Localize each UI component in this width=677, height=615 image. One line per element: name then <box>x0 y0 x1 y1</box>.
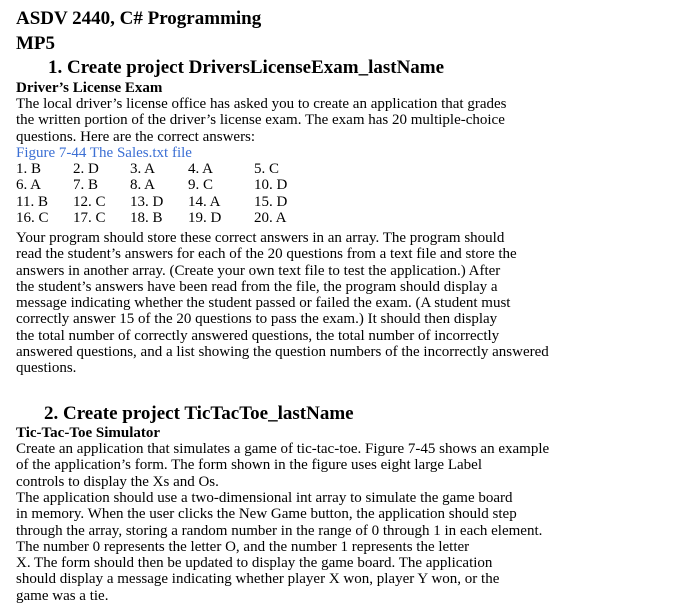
section1-body <box>16 230 549 377</box>
assignment-label: MP5 <box>16 33 56 54</box>
answer-cell: 10. D <box>254 177 288 194</box>
text-line: answers in another array. (Create your own text file to test the application.) After <box>16 262 501 279</box>
answer-cell: 19. D <box>188 209 222 226</box>
section2-body <box>16 490 542 604</box>
text-line: controls to display the Xs and Os. <box>16 473 219 490</box>
text-line: game was a tie. <box>16 587 109 604</box>
text-line: questions. <box>16 360 77 377</box>
text-line: the total number of correctly answered questions, the total number of incorrectly <box>16 327 500 344</box>
text-line: Your program should store these correct answers in an array. The program should <box>16 230 505 246</box>
table-row <box>16 210 314 226</box>
figure-caption: Figure 7-44 The Sales.txt file <box>16 145 192 161</box>
text-line: should display a message indicating whether player X won, player Y won, or the <box>16 571 500 588</box>
answer-cell: 1. B <box>16 161 42 177</box>
text-line: The number 0 represents the letter O, and the number 1 represents the letter <box>16 538 470 555</box>
table-row <box>16 194 314 210</box>
text-line: X. The form should then be updated to display the game board. The application <box>16 555 493 572</box>
answer-cell: 8. A <box>130 177 156 194</box>
answer-cell: 7. B <box>73 177 99 194</box>
text-line: Create an application that simulates a game of tic-tac-toe. Figure 7-45 shows an example <box>16 441 550 457</box>
text-line: The application should use a two-dimensional int array to simulate the game board <box>16 490 513 506</box>
section2-heading: 2. Create project TicTacToe_lastName <box>44 403 354 424</box>
answer-cell: 2. D <box>73 161 99 177</box>
table-row <box>16 177 314 193</box>
section2-subheading: Tic-Tac-Toe Simulator <box>16 425 161 441</box>
table-row <box>16 161 314 177</box>
text-line: message indicating whether the student passed or failed the exam. (A student must <box>16 295 511 312</box>
answer-cell: 17. C <box>73 209 106 226</box>
answer-key-table <box>16 161 314 226</box>
answer-cell: 6. A <box>16 177 42 194</box>
answer-cell: 3. A <box>130 161 156 177</box>
answer-cell: 4. A <box>188 161 214 177</box>
text-line: answered questions, and a list showing the question numbers of the incorrectly answered <box>16 344 549 361</box>
answer-cell: 16. C <box>16 209 49 226</box>
section1-heading: 1. Create project DriversLicenseExam_lastName <box>48 57 445 78</box>
text-line: The local driver’s license office has asked you to create an application that grades <box>16 96 507 112</box>
section2-intro <box>16 441 549 490</box>
answer-cell: 9. C <box>188 177 214 194</box>
text-line: read the student’s answers for each of the 20 questions from a text file and store the <box>16 246 517 263</box>
text-line: in memory. When the user clicks the New Game button, the application should step <box>16 506 517 523</box>
answer-cell: 14. A <box>188 193 221 210</box>
answer-cell: 13. D <box>130 193 164 210</box>
answer-cell: 15. D <box>254 193 288 210</box>
text-line: of the application’s form. The form shown in the figure uses eight large Label <box>16 457 482 474</box>
answer-cell: 5. C <box>254 161 280 177</box>
text-line: through the array, storing a random number in the range of 0 through 1 in each element. <box>16 522 543 539</box>
answer-cell: 20. A <box>254 209 287 226</box>
text-line: the student’s answers have been read from the file, the program should display a <box>16 278 498 295</box>
answer-cell: 18. B <box>130 209 163 226</box>
answer-cell: 12. C <box>73 193 106 210</box>
text-line: correctly answer 15 of the 20 questions to pass the exam.) It should then display <box>16 311 498 328</box>
text-line: the written portion of the driver’s license exam. The exam has 20 multiple-choice <box>16 112 505 129</box>
text-line: questions. Here are the correct answers: <box>16 128 256 145</box>
answer-cell: 11. B <box>16 193 48 210</box>
section1-intro <box>16 96 507 145</box>
course-title: ASDV 2440, C# Programming <box>16 8 262 29</box>
section1-subheading: Driver’s License Exam <box>16 80 163 96</box>
